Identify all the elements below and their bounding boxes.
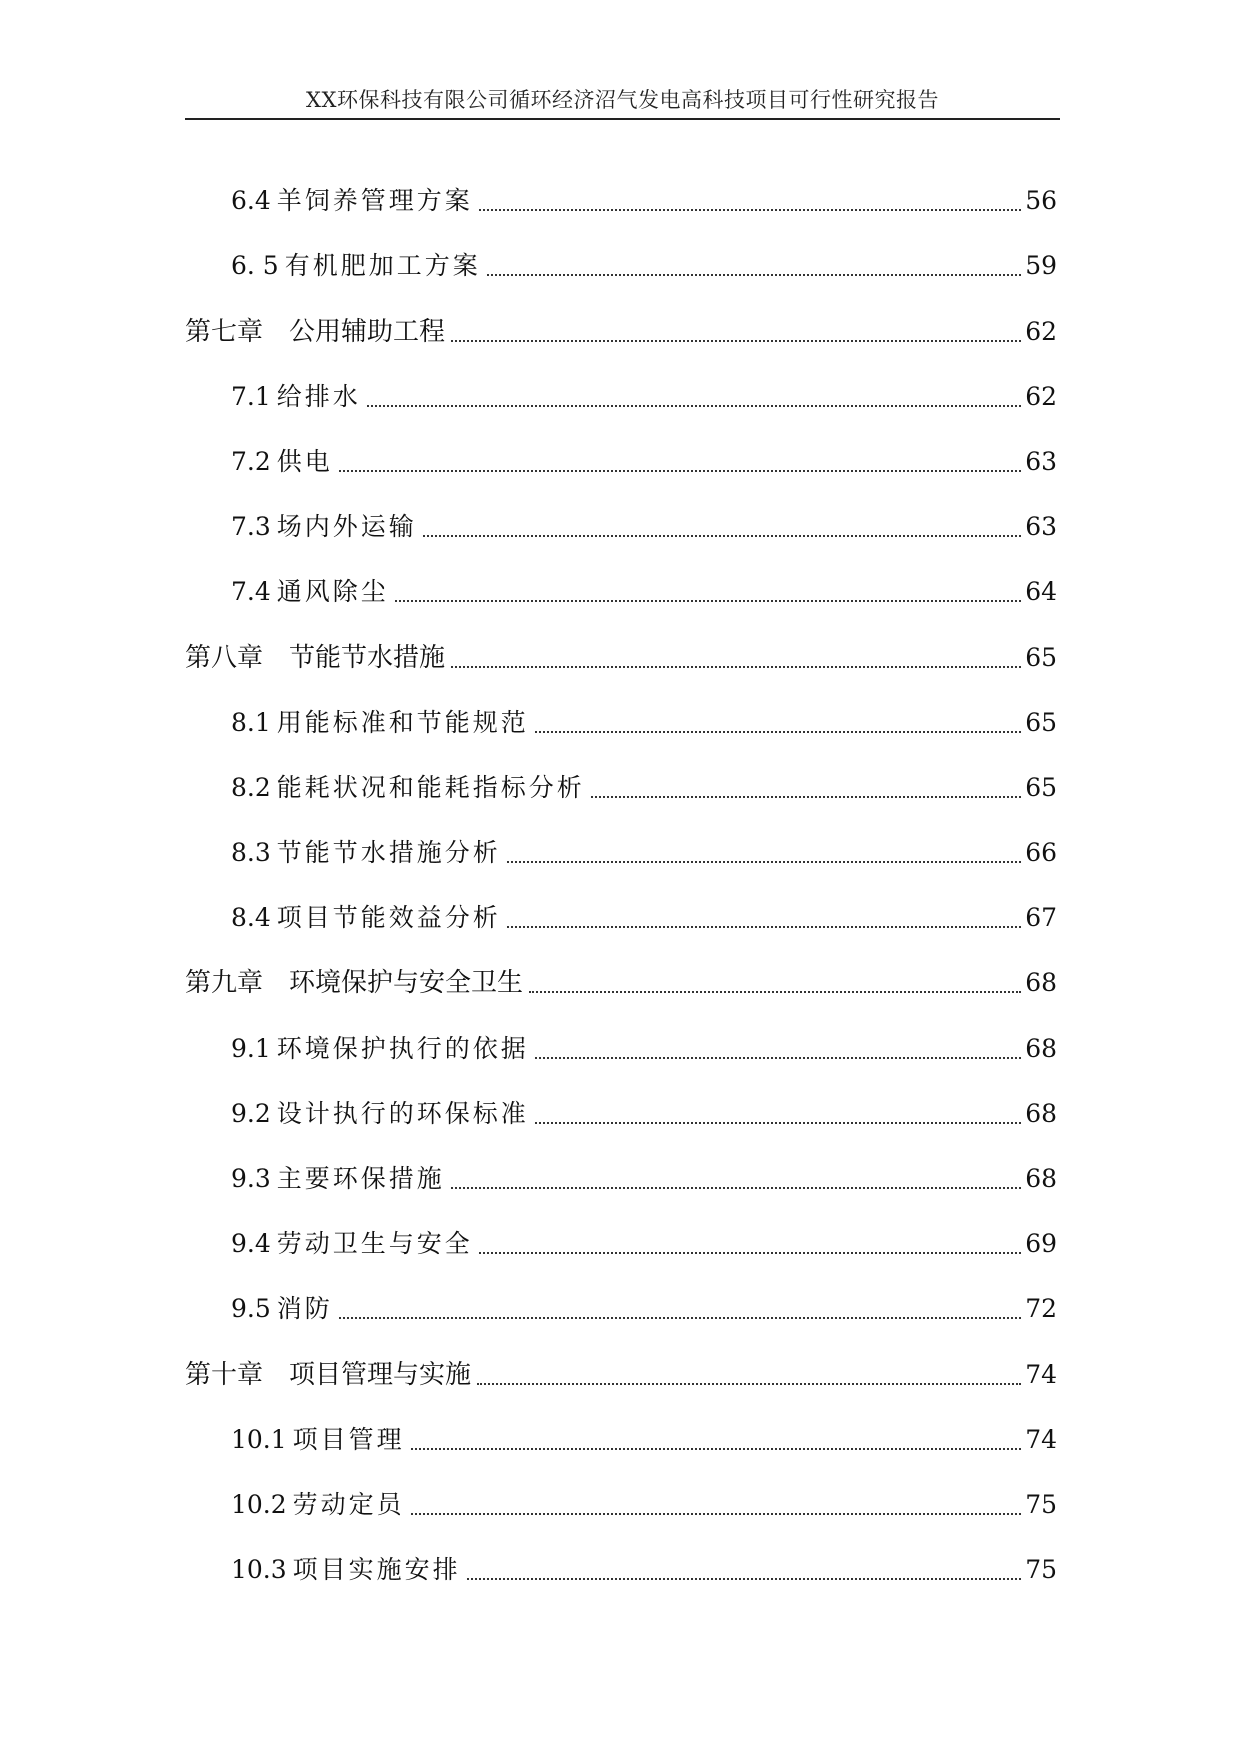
- section-title: 羊饲养管理方案: [276, 186, 473, 216]
- chapter-number: 第九章: [185, 968, 264, 999]
- toc-entry-label: [231, 182, 473, 220]
- toc-entry-label: [231, 573, 389, 611]
- section-title: 节能节水措施分析: [276, 838, 501, 868]
- dot-leader: [411, 1513, 1022, 1515]
- dot-leader: [451, 1187, 1021, 1189]
- chapter-number: 第十章: [185, 1359, 264, 1390]
- section-title: 环境保护执行的依据: [276, 1033, 529, 1063]
- page-number: 68: [1025, 1164, 1057, 1193]
- dot-leader: [507, 861, 1021, 863]
- toc-section-entry[interactable]: [185, 1068, 1057, 1133]
- toc-section-entry[interactable]: [185, 481, 1057, 546]
- dot-leader: [479, 209, 1021, 211]
- page-number: 75: [1025, 1555, 1057, 1585]
- toc-chapter-entry[interactable]: [185, 1328, 1057, 1393]
- toc-entry-label: [185, 1356, 471, 1394]
- toc-entry-label: [231, 769, 585, 807]
- toc-entry-label: [231, 1421, 405, 1459]
- dot-leader: [339, 470, 1021, 472]
- section-title: 能耗状况和能耗指标分析: [276, 772, 585, 802]
- page-number: 69: [1025, 1229, 1057, 1259]
- dot-leader: [479, 1252, 1021, 1254]
- toc-chapter-entry[interactable]: [185, 611, 1057, 676]
- section-number: 9.1: [231, 1033, 271, 1063]
- toc-entry-label: [185, 313, 445, 351]
- toc-section-entry[interactable]: [185, 546, 1057, 611]
- dot-leader: [487, 274, 1021, 276]
- dot-leader: [367, 405, 1021, 407]
- dot-leader: [507, 926, 1021, 928]
- page-number: 63: [1025, 446, 1057, 476]
- section-number: 7.4: [231, 577, 271, 607]
- table-of-contents: [185, 155, 1057, 1589]
- page-number: 72: [1025, 1294, 1057, 1324]
- chapter-title: 公用辅助工程: [289, 316, 446, 347]
- section-number: 9.4: [231, 1229, 271, 1259]
- toc-entry-label: [231, 1551, 461, 1589]
- section-title: 场内外运输: [276, 512, 417, 542]
- section-title: 项目实施安排: [292, 1555, 461, 1585]
- section-number: 10.1: [231, 1424, 287, 1454]
- section-number: 7.3: [231, 512, 271, 542]
- section-number: 8.4: [231, 903, 271, 933]
- page-number: 67: [1025, 903, 1057, 933]
- section-number: 8.2: [231, 772, 271, 802]
- section-title: 劳动定员: [292, 1489, 405, 1519]
- page-number: 75: [1025, 1489, 1057, 1519]
- page-number: 66: [1025, 838, 1057, 868]
- section-number: 8.1: [231, 707, 271, 737]
- dot-leader: [339, 1317, 1021, 1319]
- page-number: 65: [1025, 707, 1057, 737]
- dot-leader: [395, 600, 1021, 602]
- toc-section-entry[interactable]: [185, 1198, 1057, 1263]
- page-number: 65: [1025, 772, 1057, 802]
- section-title: 给排水: [276, 381, 361, 411]
- section-number: 10.3: [231, 1555, 287, 1585]
- page-number: 63: [1025, 512, 1057, 542]
- toc-entry-label: [231, 508, 417, 546]
- section-title: 有机肥加工方案: [284, 251, 481, 281]
- section-title: 消防: [276, 1294, 333, 1324]
- section-title: 供电: [276, 446, 333, 476]
- toc-section-entry[interactable]: [185, 677, 1057, 742]
- section-number: 9.2: [231, 1098, 271, 1128]
- toc-section-entry[interactable]: [185, 1524, 1057, 1589]
- toc-entry-label: [231, 247, 481, 285]
- page-number: 74: [1025, 1424, 1057, 1454]
- section-title: 设计执行的环保标准: [276, 1098, 529, 1128]
- header-rule: [185, 118, 1060, 120]
- dot-leader: [451, 340, 1021, 342]
- toc-section-entry[interactable]: [185, 1263, 1057, 1328]
- dot-leader: [451, 666, 1021, 668]
- dot-leader: [535, 731, 1021, 733]
- toc-entry-label: [231, 443, 333, 481]
- toc-section-entry[interactable]: [185, 1133, 1057, 1198]
- page-number: 62: [1025, 316, 1057, 346]
- section-number: 6.4: [231, 186, 271, 216]
- chapter-number: 第八章: [185, 642, 264, 673]
- toc-entry-label: [185, 639, 445, 677]
- section-title: 通风除尘: [276, 577, 389, 607]
- section-title: 主要环保措施: [276, 1164, 445, 1193]
- toc-entry-label: [231, 1290, 333, 1328]
- dot-leader: [591, 796, 1021, 798]
- section-title: 项目管理: [292, 1424, 405, 1454]
- page-number: 68: [1025, 1033, 1057, 1063]
- dot-leader: [477, 1383, 1021, 1385]
- toc-section-entry[interactable]: [185, 351, 1057, 416]
- section-title: 项目节能效益分析: [276, 903, 501, 933]
- toc-entry-label: [231, 1030, 529, 1068]
- page-number: 74: [1025, 1359, 1057, 1389]
- toc-entry-label: [231, 378, 361, 416]
- section-number: 8.3: [231, 838, 271, 868]
- toc-chapter-entry[interactable]: [185, 285, 1057, 350]
- section-number: 9.5: [231, 1294, 271, 1324]
- page-number: 62: [1025, 381, 1057, 411]
- toc-section-entry[interactable]: [185, 155, 1057, 220]
- toc-entry-label: [231, 834, 501, 872]
- chapter-title: 节能节水措施: [289, 642, 446, 673]
- toc-entry-label: [231, 1486, 405, 1524]
- page-number: 68: [1025, 1098, 1057, 1128]
- toc-entry-label: [231, 704, 529, 742]
- section-number: 9.3: [231, 1164, 271, 1193]
- section-title: 用能标准和节能规范: [276, 707, 529, 737]
- toc-section-entry[interactable]: [185, 1002, 1057, 1067]
- dot-leader: [535, 1122, 1021, 1124]
- toc-chapter-entry[interactable]: [185, 937, 1057, 1002]
- section-number: 10.2: [231, 1489, 287, 1519]
- toc-entry-label: [185, 964, 523, 1002]
- toc-entry-label: [231, 1225, 473, 1263]
- toc-section-entry[interactable]: [185, 742, 1057, 807]
- page-number: 59: [1025, 251, 1057, 281]
- toc-section-entry[interactable]: [185, 416, 1057, 481]
- dot-leader: [535, 1057, 1021, 1059]
- toc-entry-label: [231, 1160, 445, 1198]
- toc-section-entry[interactable]: [185, 807, 1057, 872]
- chapter-number: 第七章: [185, 316, 264, 347]
- section-title: 劳动卫生与安全: [276, 1229, 473, 1259]
- running-header: XX环保科技有限公司循环经济沼气发电高科技项目可行性研究报告: [306, 88, 939, 112]
- dot-leader: [467, 1578, 1022, 1580]
- toc-entry-label: [231, 899, 501, 937]
- toc-section-entry[interactable]: [185, 872, 1057, 937]
- page-number: 65: [1025, 642, 1057, 672]
- page-number: 64: [1025, 577, 1057, 607]
- toc-entry-label: [231, 1095, 529, 1133]
- chapter-title: 环境保护与安全卫生: [289, 968, 524, 999]
- dot-leader: [411, 1448, 1022, 1450]
- dot-leader: [529, 991, 1021, 993]
- section-number: 7.2: [231, 446, 271, 476]
- toc-section-entry[interactable]: [185, 1394, 1057, 1459]
- page-number: 56: [1025, 186, 1057, 216]
- toc-section-entry[interactable]: [185, 220, 1057, 285]
- page-number: 68: [1025, 968, 1057, 998]
- section-number: 6. 5: [231, 251, 279, 281]
- chapter-title: 项目管理与实施: [289, 1359, 472, 1390]
- toc-section-entry[interactable]: [185, 1459, 1057, 1524]
- dot-leader: [423, 535, 1021, 537]
- section-number: 7.1: [231, 381, 271, 411]
